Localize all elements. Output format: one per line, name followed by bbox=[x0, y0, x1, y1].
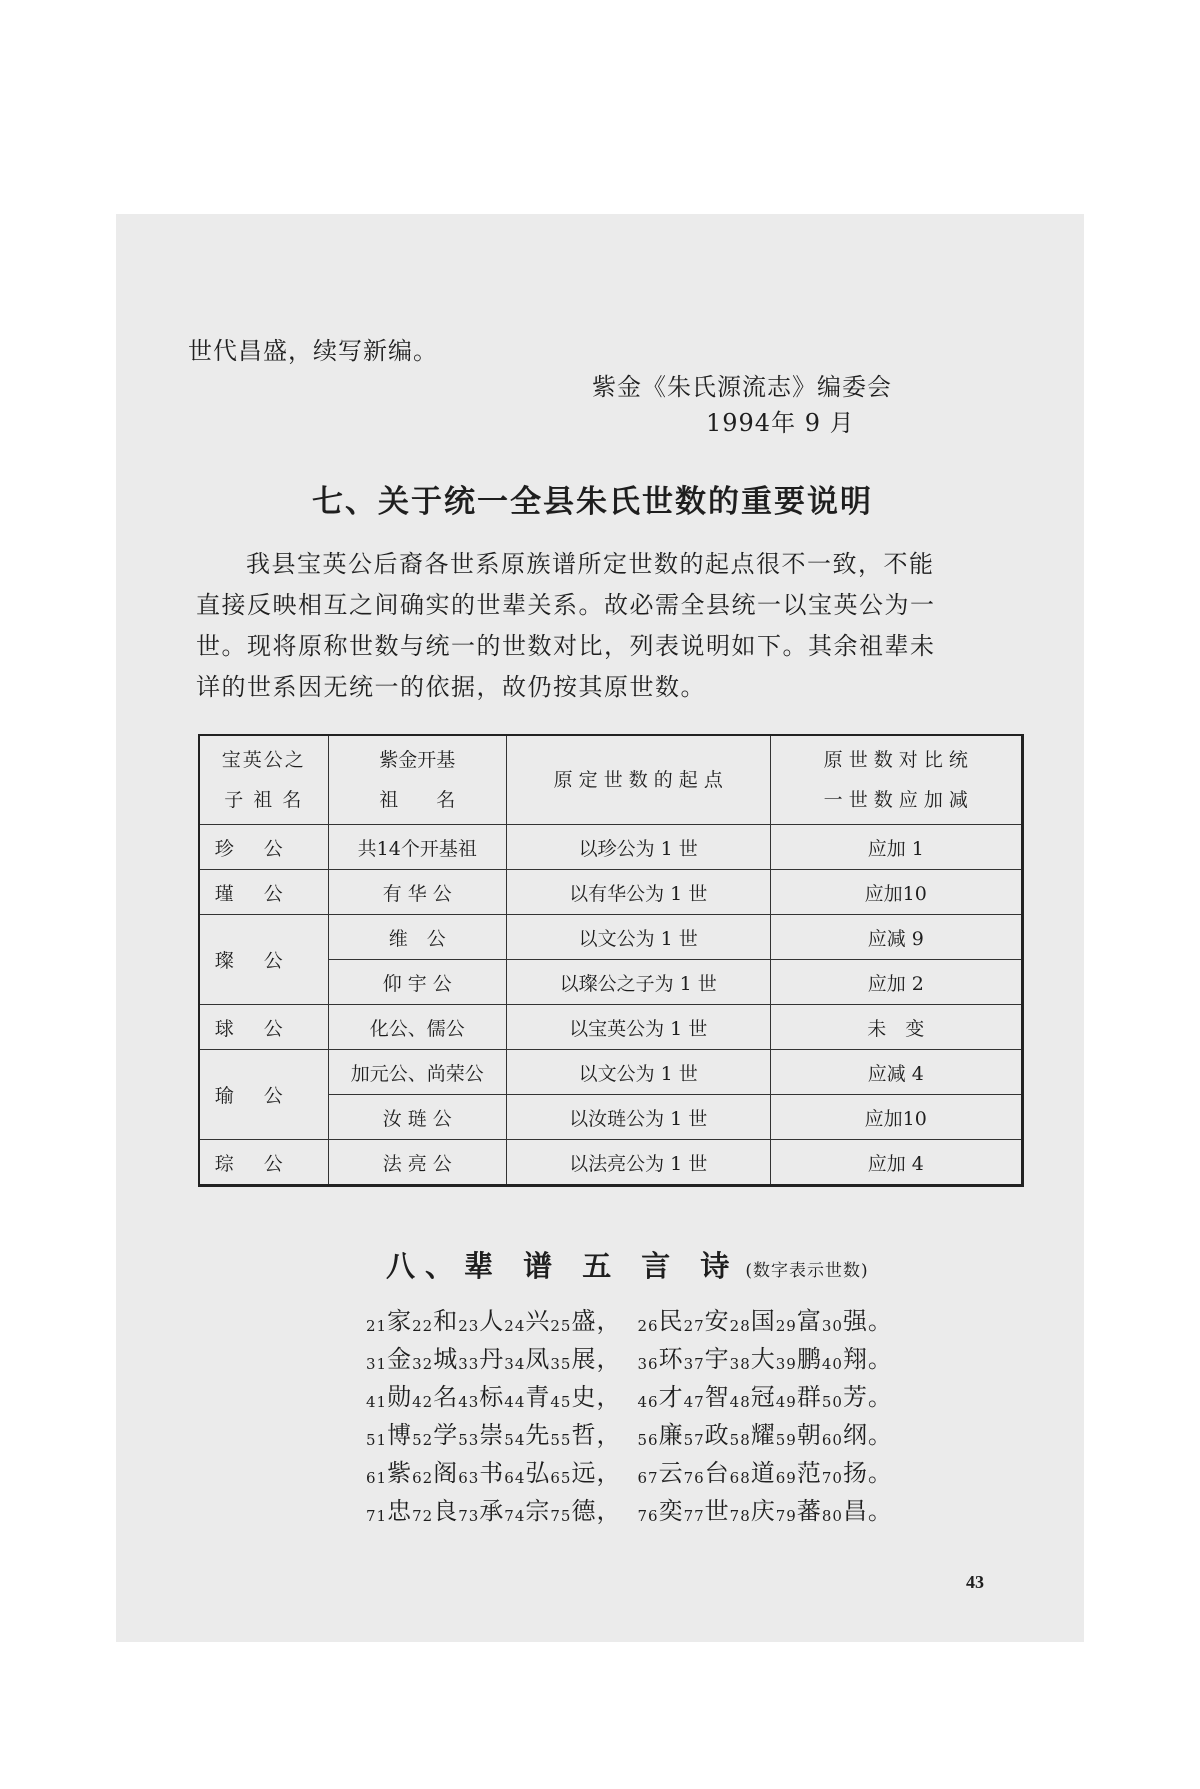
section-8-heading bbox=[386, 1244, 869, 1285]
poem-character: 道 bbox=[750, 1459, 776, 1487]
poem-character: 德， bbox=[571, 1497, 622, 1525]
generation-number: 36 bbox=[637, 1355, 659, 1373]
generation-number: 28 bbox=[729, 1317, 751, 1335]
table-row bbox=[199, 1050, 1023, 1095]
generation-number: 62 bbox=[412, 1469, 434, 1487]
generation-number: 80 bbox=[821, 1507, 843, 1525]
poem-character: 丹 bbox=[479, 1345, 505, 1373]
poem-character: 阁 bbox=[433, 1459, 459, 1487]
poem-character: 翔。 bbox=[842, 1345, 893, 1373]
generation-number: 33 bbox=[458, 1355, 480, 1373]
generation-number: 44 bbox=[504, 1393, 526, 1411]
generation-number: 37 bbox=[683, 1355, 705, 1373]
poem-character: 朝 bbox=[796, 1421, 822, 1449]
cell-adjust: 应减 9 bbox=[770, 915, 1022, 960]
generation-number: 76 bbox=[683, 1469, 705, 1487]
poem-character: 兴 bbox=[525, 1307, 551, 1335]
generation-number: 73 bbox=[458, 1507, 480, 1525]
generation-number: 57 bbox=[683, 1431, 705, 1449]
cell-adjust: 未 变 bbox=[770, 1005, 1022, 1050]
section-7-title: 七、关于统一全县朱氏世数的重要说明 bbox=[312, 484, 873, 520]
generation-number: 40 bbox=[821, 1355, 843, 1373]
header-founder bbox=[328, 735, 506, 825]
cell-founder: 共14个开基祖 bbox=[328, 825, 506, 870]
poem-character: 智 bbox=[704, 1383, 730, 1411]
paragraph-line: 直接反映相互之间确实的世辈关系。故必需全县统一以宝英公为一 bbox=[196, 591, 936, 619]
poem-character: 家 bbox=[387, 1307, 413, 1335]
generation-number: 47 bbox=[683, 1393, 705, 1411]
header-text: 子 祖 名 bbox=[224, 789, 304, 811]
poem-character: 先 bbox=[525, 1421, 551, 1449]
generation-number: 29 bbox=[775, 1317, 797, 1335]
generation-number: 75 bbox=[550, 1507, 572, 1525]
table-row bbox=[199, 915, 1023, 960]
poem-character: 安 bbox=[704, 1307, 730, 1335]
cell-founder: 汝 琏 公 bbox=[328, 1095, 506, 1140]
poem-character: 昌。 bbox=[842, 1497, 893, 1525]
header-ancestor bbox=[199, 735, 328, 825]
poem-character: 奕 bbox=[658, 1497, 684, 1525]
generation-number: 49 bbox=[775, 1393, 797, 1411]
generation-poem bbox=[366, 1302, 893, 1530]
cell-origin: 以有华公为 1 世 bbox=[506, 870, 770, 915]
poem-character: 廉 bbox=[658, 1421, 684, 1449]
cell-founder: 法 亮 公 bbox=[328, 1140, 506, 1186]
generation-number: 74 bbox=[504, 1507, 526, 1525]
cell-origin: 以汝琏公为 1 世 bbox=[506, 1095, 770, 1140]
closing-line: 世代昌盛，续写新编。 bbox=[188, 337, 438, 365]
poem-character: 台 bbox=[704, 1459, 730, 1487]
header-text: 宝英公之 bbox=[221, 749, 306, 771]
poem-character: 鹏 bbox=[796, 1345, 822, 1373]
cell-origin: 以珍公为 1 世 bbox=[506, 825, 770, 870]
generation-number: 30 bbox=[821, 1317, 843, 1335]
header-text: 紫金开基 bbox=[379, 749, 456, 771]
generation-number: 42 bbox=[412, 1393, 434, 1411]
generation-number: 38 bbox=[729, 1355, 751, 1373]
generation-number: 69 bbox=[775, 1469, 797, 1487]
cell-adjust: 应加 1 bbox=[770, 825, 1022, 870]
cell-origin: 以宝英公为 1 世 bbox=[506, 1005, 770, 1050]
generation-number: 22 bbox=[412, 1317, 434, 1335]
poem-character: 书 bbox=[479, 1459, 505, 1487]
poem-character: 展， bbox=[571, 1345, 622, 1373]
generation-number: 78 bbox=[729, 1507, 751, 1525]
cell-ancestor: 瑾公 bbox=[199, 870, 328, 915]
generation-number: 54 bbox=[504, 1431, 526, 1449]
cell-adjust: 应减 4 bbox=[770, 1050, 1022, 1095]
header-adjust bbox=[770, 735, 1022, 825]
poem-line bbox=[366, 1340, 893, 1378]
table-row bbox=[199, 870, 1023, 915]
generation-number: 60 bbox=[821, 1431, 843, 1449]
generation-number: 65 bbox=[550, 1469, 572, 1487]
generation-number: 61 bbox=[366, 1469, 388, 1487]
cell-founder: 加元公、尚荣公 bbox=[328, 1050, 506, 1095]
poem-character: 芳。 bbox=[842, 1383, 893, 1411]
poem-character: 世 bbox=[704, 1497, 730, 1525]
poem-line bbox=[366, 1492, 893, 1530]
poem-character: 勋 bbox=[387, 1383, 413, 1411]
poem-character: 和 bbox=[433, 1307, 459, 1335]
poem-character: 纲。 bbox=[842, 1421, 893, 1449]
generation-number: 67 bbox=[637, 1469, 659, 1487]
generation-number: 56 bbox=[637, 1431, 659, 1449]
generation-number: 39 bbox=[775, 1355, 797, 1373]
header-origin: 原 定 世 数 的 起 点 bbox=[506, 735, 770, 825]
poem-character: 金 bbox=[387, 1345, 413, 1373]
generation-number: 43 bbox=[458, 1393, 480, 1411]
poem-character: 民 bbox=[658, 1307, 684, 1335]
cell-origin: 以文公为 1 世 bbox=[506, 915, 770, 960]
generation-number: 31 bbox=[366, 1355, 388, 1373]
table-header-row bbox=[199, 735, 1023, 825]
poem-character: 耀 bbox=[750, 1421, 776, 1449]
generation-number: 71 bbox=[366, 1507, 388, 1525]
header-text: 祖 名 bbox=[379, 789, 456, 811]
cell-founder: 维 公 bbox=[328, 915, 506, 960]
poem-character: 青 bbox=[525, 1383, 551, 1411]
poem-character: 凤 bbox=[525, 1345, 551, 1373]
poem-character: 忠 bbox=[387, 1497, 413, 1525]
table-row bbox=[199, 1140, 1023, 1186]
paragraph-line: 世。现将原称世数与统一的世数对比，列表说明如下。其余祖辈未 bbox=[196, 632, 936, 660]
generation-number: 53 bbox=[458, 1431, 480, 1449]
poem-character: 名 bbox=[433, 1383, 459, 1411]
cell-ancestor: 璨公 bbox=[199, 915, 328, 1005]
table-row bbox=[199, 825, 1023, 870]
generation-number: 52 bbox=[412, 1431, 434, 1449]
generation-number: 76 bbox=[637, 1507, 659, 1525]
poem-character: 群 bbox=[796, 1383, 822, 1411]
poem-character: 哲， bbox=[571, 1421, 622, 1449]
poem-line bbox=[366, 1378, 893, 1416]
poem-character: 冠 bbox=[750, 1383, 776, 1411]
paragraph-line: 详的世系因无统一的依据，故仍按其原世数。 bbox=[196, 673, 706, 701]
cell-founder: 有 华 公 bbox=[328, 870, 506, 915]
poem-character: 政 bbox=[704, 1421, 730, 1449]
poem-character: 承 bbox=[479, 1497, 505, 1525]
section-7-paragraph bbox=[196, 544, 1046, 708]
poem-character: 城 bbox=[433, 1345, 459, 1373]
poem-character: 博 bbox=[387, 1421, 413, 1449]
cell-adjust: 应加10 bbox=[770, 870, 1022, 915]
poem-character: 良 bbox=[433, 1497, 459, 1525]
cell-origin: 以法亮公为 1 世 bbox=[506, 1140, 770, 1186]
poem-character: 国 bbox=[750, 1307, 776, 1335]
generation-number: 25 bbox=[550, 1317, 572, 1335]
generation-number: 59 bbox=[775, 1431, 797, 1449]
poem-line bbox=[366, 1454, 893, 1492]
page-number: 43 bbox=[966, 1572, 984, 1592]
poem-character: 蕃 bbox=[796, 1497, 822, 1525]
generation-number: 21 bbox=[366, 1317, 388, 1335]
poem-character: 环 bbox=[658, 1345, 684, 1373]
poem-character: 才 bbox=[658, 1383, 684, 1411]
table-row bbox=[199, 1005, 1023, 1050]
cell-founder: 化公、儒公 bbox=[328, 1005, 506, 1050]
poem-character: 标 bbox=[479, 1383, 505, 1411]
section-8-subtitle: (数字表示世数) bbox=[745, 1261, 869, 1281]
generation-number: 51 bbox=[366, 1431, 388, 1449]
poem-character: 学 bbox=[433, 1421, 459, 1449]
poem-line bbox=[366, 1302, 893, 1340]
generation-number: 63 bbox=[458, 1469, 480, 1487]
generation-number: 26 bbox=[637, 1317, 659, 1335]
generation-number: 79 bbox=[775, 1507, 797, 1525]
cell-ancestor: 琮公 bbox=[199, 1140, 328, 1186]
cell-origin: 以璨公之子为 1 世 bbox=[506, 960, 770, 1005]
poem-character: 富 bbox=[796, 1307, 822, 1335]
cell-ancestor: 瑜公 bbox=[199, 1050, 328, 1140]
section-8-title: 八、辈 谱 五 言 诗 bbox=[386, 1249, 740, 1283]
generation-number: 41 bbox=[366, 1393, 388, 1411]
generation-number: 50 bbox=[821, 1393, 843, 1411]
generation-number: 48 bbox=[729, 1393, 751, 1411]
header-text: 原 世 数 对 比 统 bbox=[823, 749, 968, 771]
editorial-signature: 紫金《朱氏源流志》编委会 bbox=[592, 373, 892, 401]
cell-founder: 仰 宇 公 bbox=[328, 960, 506, 1005]
poem-character: 人 bbox=[479, 1307, 505, 1335]
generation-number: 70 bbox=[821, 1469, 843, 1487]
generation-number: 58 bbox=[729, 1431, 751, 1449]
generation-number: 64 bbox=[504, 1469, 526, 1487]
cell-adjust: 应加 4 bbox=[770, 1140, 1022, 1186]
generation-number: 45 bbox=[550, 1393, 572, 1411]
generation-number: 46 bbox=[637, 1393, 659, 1411]
poem-character: 宇 bbox=[704, 1345, 730, 1373]
generation-number: 35 bbox=[550, 1355, 572, 1373]
poem-character: 崇 bbox=[479, 1421, 505, 1449]
generation-number: 34 bbox=[504, 1355, 526, 1373]
poem-character: 盛， bbox=[571, 1307, 622, 1335]
poem-character: 扬。 bbox=[842, 1459, 893, 1487]
poem-character: 庆 bbox=[750, 1497, 776, 1525]
poem-character: 史， bbox=[571, 1383, 622, 1411]
generation-number: 77 bbox=[683, 1507, 705, 1525]
poem-character: 弘 bbox=[525, 1459, 551, 1487]
cell-ancestor: 珍公 bbox=[199, 825, 328, 870]
poem-character: 远， bbox=[571, 1459, 622, 1487]
cell-origin: 以文公为 1 世 bbox=[506, 1050, 770, 1095]
cell-adjust: 应加10 bbox=[770, 1095, 1022, 1140]
poem-character: 范 bbox=[796, 1459, 822, 1487]
book-page bbox=[116, 214, 1084, 1642]
poem-character: 紫 bbox=[387, 1459, 413, 1487]
generation-number: 72 bbox=[412, 1507, 434, 1525]
generation-number: 32 bbox=[412, 1355, 434, 1373]
signature-date: 1994年 9 月 bbox=[706, 409, 855, 437]
generation-number: 24 bbox=[504, 1317, 526, 1335]
cell-ancestor: 球公 bbox=[199, 1005, 328, 1050]
poem-character: 大 bbox=[750, 1345, 776, 1373]
generation-number: 68 bbox=[729, 1469, 751, 1487]
poem-line bbox=[366, 1416, 893, 1454]
poem-character: 云 bbox=[658, 1459, 684, 1487]
generation-number: 55 bbox=[550, 1431, 572, 1449]
generation-number: 23 bbox=[458, 1317, 480, 1335]
poem-character: 强。 bbox=[842, 1307, 893, 1335]
cell-adjust: 应加 2 bbox=[770, 960, 1022, 1005]
paragraph-line: 我县宝英公后裔各世系原族谱所定世数的起点很不一致，不能 bbox=[246, 550, 935, 578]
generation-comparison-table bbox=[198, 734, 1024, 1187]
poem-character: 宗 bbox=[525, 1497, 551, 1525]
header-text: 一 世 数 应 加 减 bbox=[823, 789, 968, 811]
generation-number: 27 bbox=[683, 1317, 705, 1335]
